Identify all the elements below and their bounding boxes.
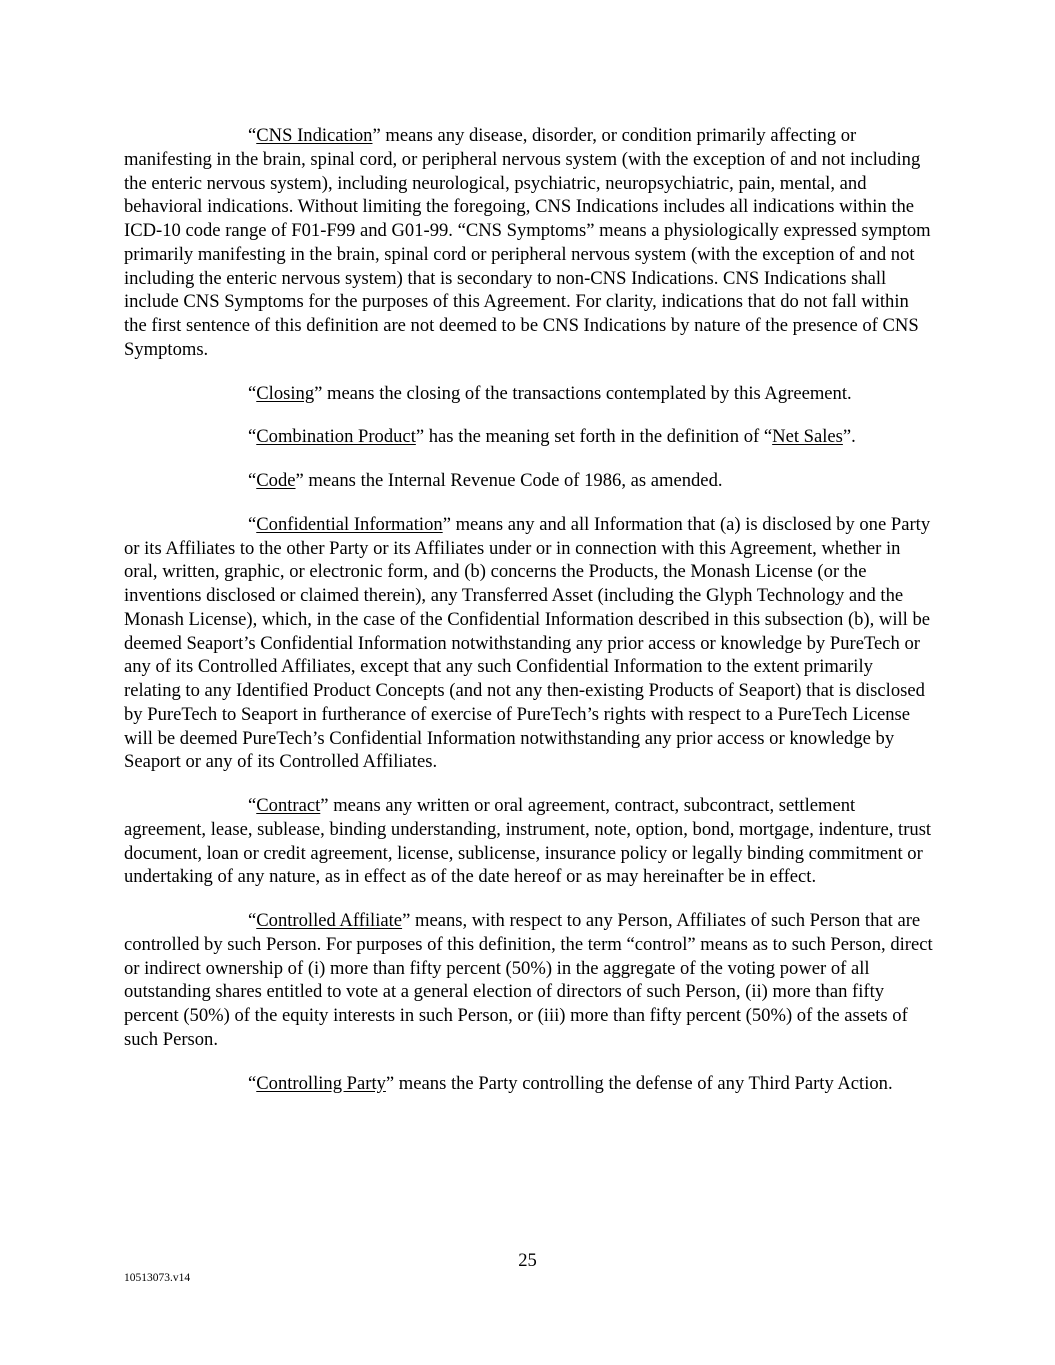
open-quote: “ [248,382,257,404]
definition-confidential-information [124,513,934,774]
defined-term: Confidential Information [256,513,443,535]
definition-closing [124,382,934,406]
cross-reference-term: Net Sales [772,426,843,448]
definition-controlled-affiliate [124,909,934,1052]
definition-text: ” means any and all Information that (a) is disclosed by one Party or its Affiliates to the other Party or its Affiliates under or in connection with this Agreement, whether in oral, written, graphic, or electronic form, and (b) concerns the Products, the Monash License (or the inventions disclosed or claimed therein), any Transferred Asset (including the Glyph Technology and the Monash License), which, in the case of the Confidential Information described in this subsection (b), will be deemed Seaport’s Confidential Information notwithstanding any prior access or knowledge by PureTech or any of its Controlled Affiliates, except that any such Confidential Information to the extent primarily relating to any Identified Product Concepts (and not any then-existing Products of Seaport) that is disclosed by PureTech to Seaport in furtherance of exercise of PureTech’s rights with respect to a PureTech License will be deemed PureTech’s Confidential Information notwithstanding any prior access or knowledge by Seaport or any of its Controlled Affiliates. [124,513,931,773]
definition-controlling-party [124,1072,934,1096]
open-quote: “ [248,125,257,146]
defined-term: Closing [256,382,315,404]
definition-text: ” means any disease, disorder, or condition primarily affecting or manifesting in the brain, spinal cord, or peripheral nervous system (with the exception of and not including the enteric nervous system), including neurological, psychiatric, neuropsychiatric, pain, mental, and behavioral indications. Without limiting the foregoing, CNS Indications includes all indications within the ICD-10 code range of F01-F99 and G01-99. “CNS Symptoms” means a physiologically expressed symptom primarily manifesting in the brain, spinal cord or peripheral nervous system (with the exception of and not including the enteric nervous system) that is secondary to non-CNS Indications. CNS Indications shall include CNS Symptoms for the purposes of this Agreement. For clarity, indications that do not fall within the first sentence of this definition are not deemed to be CNS Indications by nature of the presence of CNS Symptoms. [124,125,931,360]
open-quote: “ [248,470,257,491]
open-quote: “ [248,795,257,816]
definition-combination-product [124,425,934,449]
document-body [124,124,934,1115]
open-quote: “ [248,1072,257,1094]
definition-text: ” means any written or oral agreement, contract, subcontract, settlement agreement, lease, sublease, binding understanding, instrument, note, option, bond, mortgage, indenture, trust document, loan or credit agreement, license, sublicense, insurance policy or legally binding commitment or undertaking of any nature, as in effect as of the date hereof or as may hereinafter be in effect. [124,795,932,888]
defined-term: CNS Indication [256,125,373,146]
defined-term: Combination Product [256,426,416,448]
definition-contract [124,794,934,889]
defined-term: Controlling Party [256,1072,386,1094]
definition-text-end: ”. [842,426,856,448]
open-quote: “ [248,513,257,535]
page-number: 25 [518,1250,537,1271]
defined-term: Contract [256,795,321,816]
definition-text: ” means the closing of the transactions contemplated by this Agreement. [314,382,852,404]
definition-cns-indication [124,124,934,362]
document-id: 10513073.v14 [124,1272,191,1284]
definition-text: ” has the meaning set forth in the definition of “ [415,426,773,448]
open-quote: “ [248,426,257,448]
open-quote: “ [248,910,257,931]
defined-term: Controlled Affiliate [256,910,403,931]
definition-text: ” means, with respect to any Person, Affiliates of such Person that are controlled by such Person. For purposes of this definition, the term “control” means as to such Person, direct or indirect ownership of (i) more than fifty percent (50%) in the aggregate of the voting power of all outstanding shares entitled to vote at a general election of directors of such Person, (ii) more than fifty percent (50%) of the equity interests in such Person, or (iii) more than fifty percent (50%) of the assets of such Person. [124,910,933,1050]
definition-text: ” means the Internal Revenue Code of 1986, as amended. [295,470,723,491]
definition-text: ” means the Party controlling the defense of any Third Party Action. [385,1072,893,1094]
definition-code [124,469,934,493]
defined-term: Code [256,470,296,491]
